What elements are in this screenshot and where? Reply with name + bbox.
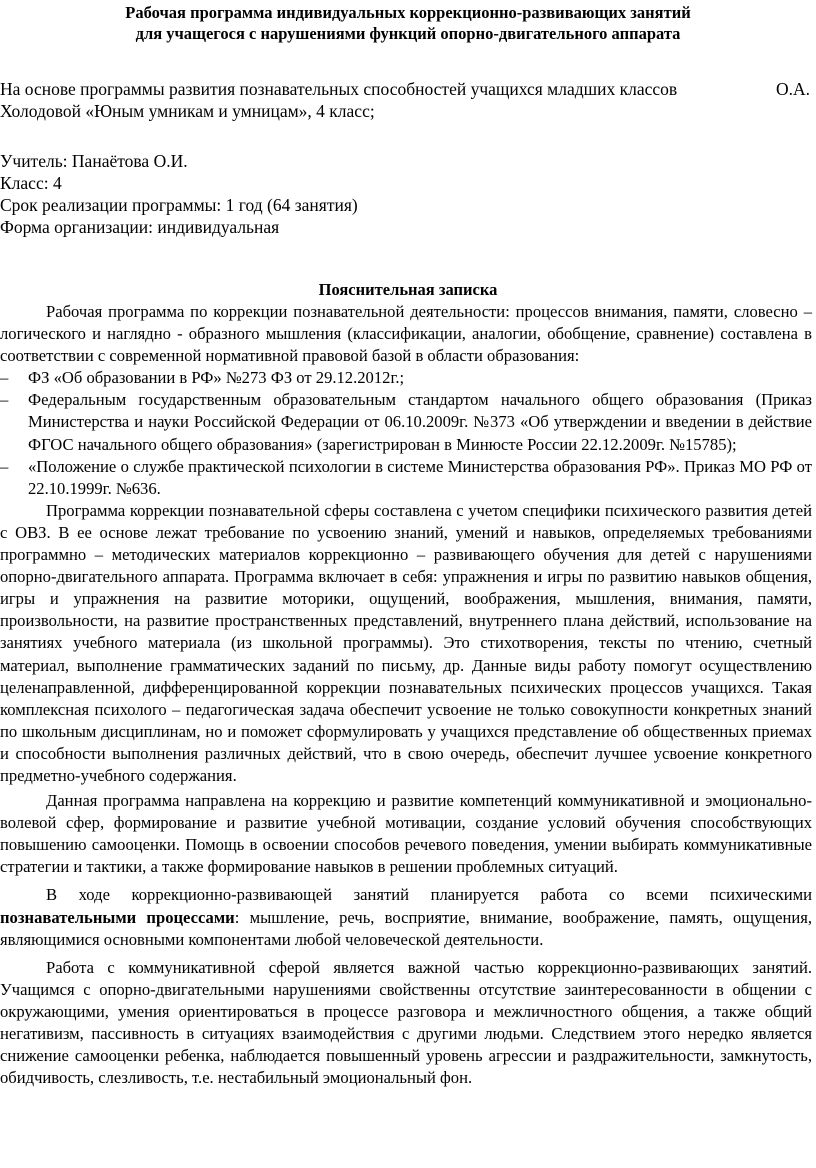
term-line: Срок реализации программы: 1 год (64 занятия) xyxy=(0,195,358,215)
program-meta xyxy=(0,150,816,238)
paragraph-2: Программа коррекции познавательной сферы составлена с учетом специфики психического развития детей с ОВЗ. В ее основе лежат требование по усвоению знаний, умений и навыков, определяемых требованиями программно – методических материалов коррекционно – развивающего обучения для детей с нарушениями опорно-двигательного аппарата. Программа включает в себя: упражнения и игры по развитию навыков общения, игры и упражнения на развитие моторики, ощущений, воображения, мышления, внимания, памяти, произвольности, на развитие пространственных представлений, внутреннего плана действий, использование на занятиях учебного материала (из школьной программы). Это стихотворения, тексты по чтению, счетный материал, выполнение грамматических заданий по письму, др. Данные виды работу помогут осуществлению целенаправленной, дифференцированной коррекции познавательных психических процессов учащихся. Такая комплексная психолого – педагогическая задача обеспечит усвоение не только совокупности конкретных знаний по школьным дисциплинам, но и поможет сформулировать у учащихся представление об общественных приемах и способности выполнения различных действий, что в свою очередь, обеспечит лучшее усвоение конкретного предметно-учебного содержания. xyxy=(0,500,812,785)
title-line-1: Рабочая программа индивидуальных коррекционно-развивающих занятий xyxy=(125,3,691,22)
paragraph-4-bold: познавательными процессами xyxy=(0,907,235,927)
regulations-list xyxy=(0,367,812,500)
list-item-text: Федеральным государственным образовательным стандартом начального общего образования (Приказ Министерства и науки Российской Федерации от 06.10.2009г. №373 «Об утверждении и введении в действие ФГОС начального общего образования» (зарегистрирован в Минюсте России 22.12.2009г. №15785); xyxy=(28,390,812,454)
paragraph-4 xyxy=(0,884,812,950)
list-dash: – xyxy=(0,456,9,476)
paragraph-4-start: В ходе коррекционно-развивающей занятий планируется работа со всеми психическими xyxy=(46,885,812,905)
list-dash: – xyxy=(0,390,9,410)
list-item xyxy=(0,389,812,455)
basis-line-2: Холодовой «Юным умникам и умницам», 4 класс; xyxy=(0,101,375,121)
basis-line-1: На основе программы развития познавательных способностей учащихся младших классов xyxy=(0,79,678,99)
list-dash: – xyxy=(0,368,9,388)
paragraph-1: Рабочая программа по коррекции познавательной деятельности: процессов внимания, памяти, словесно – логического и наглядно - образного мышления (классификации, аналогии, обобщение, сравнение) составлена в соответствии с современной нормативной правовой базой в области образования: xyxy=(0,302,812,366)
paragraph-3: Данная программа направлена на коррекцию и развитие компетенций коммуникативной и эмоционально-волевой сфер, формирование и развитие учебной мотивации, создание условий обучения способствующих повышению самооценки. Помощь в освоении способов речевого поведения, умении выбирать коммуникативные стратегии и тактики, а также формирование навыков в решении проблемных ситуаций. xyxy=(0,791,812,877)
section-title: Пояснительная записка xyxy=(318,280,498,299)
list-item xyxy=(0,367,812,389)
paragraph-4-end: : мышление, речь, восприятие, внимание, воображение, память, ощущения, являющимися основными компонентами любой человеческой деятельности. xyxy=(0,907,812,949)
document-title xyxy=(0,2,816,44)
list-item-text: «Положение о службе практической психологии в системе Министерства образования РФ». Приказ МО РФ от 22.10.1999г. №636. xyxy=(28,456,812,498)
list-item-text: ФЗ «Об образовании в РФ» №273 ФЗ от 29.12.2012г.; xyxy=(28,368,405,388)
title-line-2: для учащегося с нарушениями функций опорно-двигательного аппарата xyxy=(135,24,681,43)
class-line: Класс: 4 xyxy=(0,173,62,193)
program-basis xyxy=(0,78,812,122)
basis-author-initials: О.А. xyxy=(775,79,810,99)
teacher-line: Учитель: Панаётова О.И. xyxy=(0,151,188,171)
explanatory-note xyxy=(0,301,812,1089)
paragraph-5: Работа с коммуникативной сферой является важной частью коррекционно-развивающих занятий. Учащимся с опорно-двигательными нарушениями свойственны отсутствие заинтересованности в общении с окружающими, умения ориентироваться в процессе разговора и межличностного общения, а также общий негативизм, пассивность в ситуациях взаимодействия с другими людьми. Следствием этого нередко является снижение самооценки ребенка, наблюдается повышенный уровень агрессии и раздражительности, замкнутость, обидчивость, слезливость, т.е. нестабильный эмоциональный фон. xyxy=(0,957,812,1088)
form-line: Форма организации: индивидуальная xyxy=(0,217,280,237)
list-item xyxy=(0,456,812,500)
